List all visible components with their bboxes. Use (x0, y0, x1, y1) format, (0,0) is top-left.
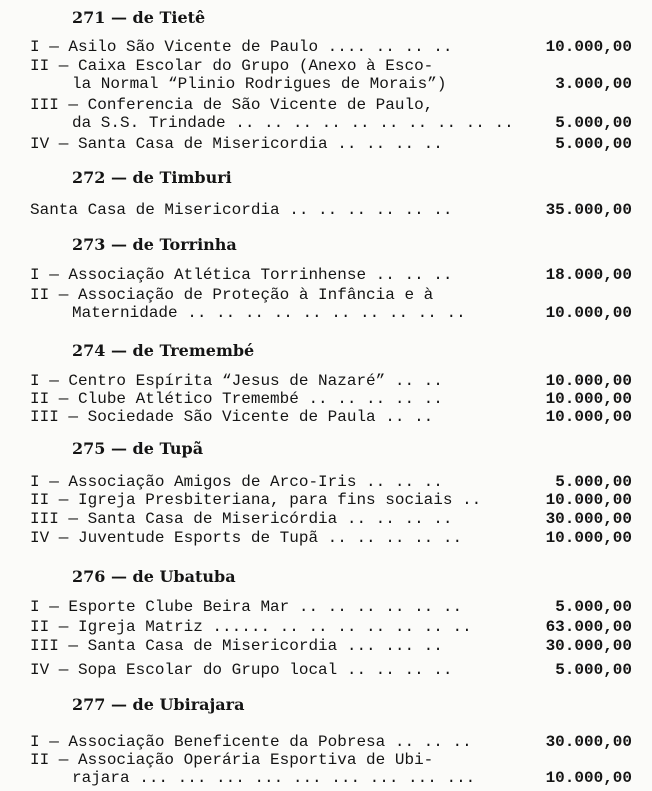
entry-amount: 30.000,00 (545, 733, 632, 751)
entry-amount: 10.000,00 (545, 491, 632, 509)
entry-text: IV — Sopa Escolar do Grupo local .. .. .. .. (30, 661, 453, 679)
entry-text: IV — Santa Casa de Misericordia .. .. .. .. (30, 135, 443, 153)
entry-amount: 35.000,00 (545, 201, 632, 219)
entry-text: II — Associação de Proteção à Infância e à (30, 286, 434, 304)
section-heading: 276 — de Ubatuba (72, 567, 236, 586)
entry-amount: 30.000,00 (545, 637, 632, 655)
entry-text: IV — Juventude Esports de Tupã .. .. .. .. .. (30, 529, 463, 547)
section-heading: 273 — de Torrinha (72, 235, 237, 254)
entry-text: II — Igreja Matriz ...... .. .. .. .. .. .. .. (30, 618, 472, 636)
entry-text: II — Associação Operária Esportiva de Ubi- (30, 751, 434, 769)
entry-text-continued: Maternidade .. .. .. .. .. .. .. .. .. .. (72, 304, 466, 322)
section-heading: 272 — de Timburi (72, 168, 232, 187)
section-heading: 277 — de Ubirajara (72, 695, 245, 714)
section-heading: 271 — de Tietê (72, 8, 206, 27)
entry-amount: 3.000,00 (555, 75, 632, 93)
entry-amount: 10.000,00 (545, 304, 632, 322)
entry-text: I — Associação Amigos de Arco-Iris .. .. .. (30, 473, 443, 491)
entry-amount: 10.000,00 (545, 408, 632, 426)
entry-text: II — Igreja Presbiteriana, para fins sociais .. (30, 491, 482, 509)
entry-text: Santa Casa de Misericordia .. .. .. .. .. .. (30, 201, 453, 219)
entry-text: II — Clube Atlético Tremembé .. .. .. .. .. (30, 390, 443, 408)
entry-text: I — Associação Beneficente da Pobresa .. .. .. (30, 733, 472, 751)
entry-amount: 5.000,00 (555, 598, 632, 616)
entry-text: I — Associação Atlética Torrinhense .. .. .. (30, 266, 453, 284)
entry-amount: 5.000,00 (555, 114, 632, 132)
entry-text: II — Caixa Escolar do Grupo (Anexo à Esco- (30, 57, 434, 75)
entry-text: III — Santa Casa de Misericordia ... ... .. (30, 637, 443, 655)
entry-amount: 18.000,00 (545, 266, 632, 284)
entry-amount: 5.000,00 (555, 135, 632, 153)
entry-text: III — Conferencia de São Vicente de Paulo, (30, 96, 434, 114)
entry-text-continued: la Normal “Plinio Rodrigues de Morais”) (72, 75, 447, 93)
section-heading: 275 — de Tupã (72, 439, 204, 458)
entry-amount: 10.000,00 (545, 390, 632, 408)
entry-text-continued: da S.S. Trindade .. .. .. .. .. .. .. .. .. .. (72, 114, 514, 132)
entry-amount: 63.000,00 (545, 618, 632, 636)
entry-amount: 30.000,00 (545, 510, 632, 528)
entry-text: III — Sociedade São Vicente de Paula .. .. (30, 408, 434, 426)
entry-amount: 5.000,00 (555, 473, 632, 491)
entry-amount: 5.000,00 (555, 661, 632, 679)
entry-text-continued: rajara ... ... ... ... ... ... ... ... ... (72, 769, 476, 787)
entry-amount: 10.000,00 (545, 769, 632, 787)
entry-text: I — Asilo São Vicente de Paulo .... .. .. .. (30, 38, 453, 56)
section-heading: 274 — de Tremembé (72, 341, 255, 360)
entry-amount: 10.000,00 (545, 529, 632, 547)
entry-amount: 10.000,00 (545, 38, 632, 56)
entry-amount: 10.000,00 (545, 372, 632, 390)
entry-text: I — Esporte Clube Beira Mar .. .. .. .. .. .. (30, 598, 463, 616)
entry-text: III — Santa Casa de Misericórdia .. .. .. .. (30, 510, 453, 528)
entry-text: I — Centro Espírita “Jesus de Nazaré” .. .. (30, 372, 443, 390)
